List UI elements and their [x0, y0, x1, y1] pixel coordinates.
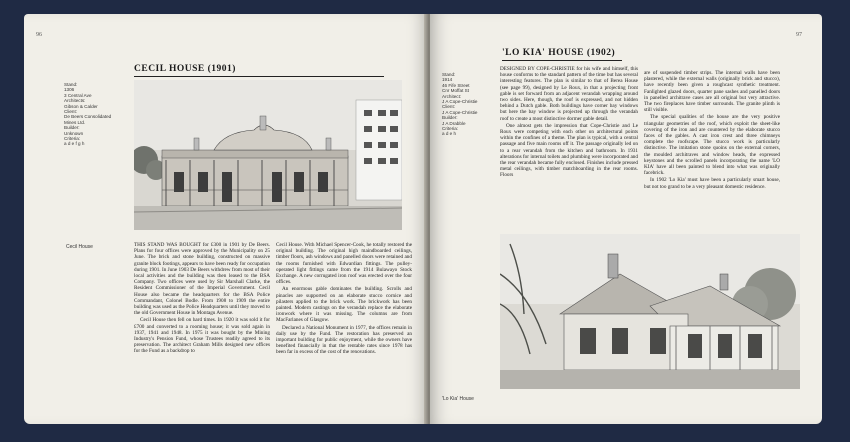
cecil-house-photo [134, 80, 402, 230]
text-column-right-1 [500, 66, 638, 236]
photo-caption-cecil-house: Cecil House [66, 244, 93, 250]
paragraph: Cecil House. With Michael Spencer-Cook, he totally restored the original building. The original high maindboarded ceilings, timber floors, ash windows and panelled doors were retained and the rooms furnished with Edwardian fittings. The pulley-operated light fittings came from the 1914 Bulawayo Stock Exchange. A new corrugated iron roof was erected over the four offices. [276, 242, 412, 286]
right-page [430, 14, 822, 424]
paragraph: Cecil House then fell on hard times. In 1920 it was sold it for £700 and converted to a rooming house; it was sold again in 1937, 1941 and 1948. In 1975 it was bought by the Mining Industry's Pension Fund, whose Trustees readily agreed to its preservation. The architect Graham Mills designed new offices for the Fund as a backdrop to [134, 317, 270, 355]
photo-caption-lo-kia-house: 'Lo Kia' House [442, 396, 474, 402]
paragraph: An enormous gable dominates the building. Scrolls and pinacles are supported on an elaborate stucco cornice and pilasters applied to the brick work. The brickwork has been painted. Modern castings on the verandah replace the elaborate ironwork where it was missing. The columns are from MacFarlanes of Glasgow. [276, 286, 412, 324]
paragraph: The special qualities of the house are the very positive triangular geometries of the roof, which exploit the sheet-like covering of the iron and are countered by the elaborate stucco faces of the gables. A cast iron crest and three chimneys complete the roofscape. The stucco work is particularly distinctive. The imitation stone quoins on the external corners, the moulded architraves and window heads, the expressed keystones and the scrolled panels incorporating the name 'LO KIA' have all been painted to blend into what was originally facebrick. [644, 114, 780, 177]
paragraph: In 1902 'Lo Kia' must have been a particularly smart house, but not too grand to be a very pleasant domestic residence. [644, 177, 780, 190]
open-book [24, 14, 844, 434]
text-column-left-2 [276, 242, 412, 412]
text-column-left-1 [134, 242, 270, 412]
building-facts-sidebar: Stand: 1914 46 Fife Street Cnr Moffat St Architect: J A Cope-Christie Client: J A Cope-Christie Builder: J A Drabble Criteria: a d e h [442, 72, 478, 137]
building-facts-sidebar: Stand: 1306 3 Central Ave Architects: Gibson & Calder Client: De Beers Consolidated Mines Ltd. Builder: Unknown Criteria: a d e f g h [64, 82, 112, 147]
paragraph: One almost gets the impression that Cope-Christie and Le Roux were competing with each other on architectural points within the confines of a theme. The plan is typical, with a central passage and five main rooms off it. The passage originally led on to a rear verandah from the kitchen and bathroom. In 1931 alterations for internal toilets and plumbing were incorporated and the rear verandah became fully enclosed. Finishes include pressed metal ceilings, with timber matchboarding in the rear rooms. Floors [500, 122, 638, 179]
left-page [24, 14, 428, 424]
page-number-left: 96 [36, 32, 42, 38]
page-number-right: 97 [796, 32, 802, 38]
text-column-right-2 [644, 70, 780, 250]
paragraph: DESIGNED BY COPE-CHRISTIE for his wife and himself, this house conforms to the standard pattern of the time but has several interesting features. The plan is similar to that of Berea House (see page 99), designed by Le Roux, in that a projecting front gable is set forward from an adjacent verandah wrapping around two sides. Here, though, the roof is expressed, and not hidden behind a Dutch gable. Both buildings have corner bay windows but here the bay window is projected up through the verandah roof to create a most distinctive dormer gable detail. [500, 66, 638, 122]
page-title-lo-kia-house: 'LO KIA' HOUSE (1902) [502, 48, 622, 61]
paragraph: Declared a National Monument in 1977, the offices remain in daily use by the Fund. The restoration has preserved an important building for public enjoyment, while the owners have benefited financially in that the rentable rates since 1978 has been far in excess of the cost of the renovations. [276, 324, 412, 356]
page-title-cecil-house: CECIL HOUSE (1901) [134, 64, 384, 77]
lo-kia-house-photo [500, 234, 800, 389]
paragraph: are of suspended timber strips. The internal walls have been plastered, while the external walls (originally brick and stucco), have recently been given a roughcast synthetic treatment. Fanlighted glazed doors, quarter pane sashes and panelled doors in panelled architrave cases are all original but very attractive. The two fireplaces have timber surrounds. The granite plinth is still visible. [644, 70, 780, 114]
paragraph: THIS STAND WAS BOUGHT for £300 in 1901 by De Beers. Plans for four offices were approved by the Municipality on 25 June. The brick and stone building, constructed on massive granite block footings, appears to have been ready for occupation during 1901. In June 1903 De Beers withdrew from most of their local activities and the building was then leased to the BSA Company. Two offices were used by Sir Marshall Clarke, the Resident Commissioner of the Imperial Government. Cecil House also became the headquarters for the BSA Police Commandant, Colonel Bodle. From 1908 to 1909 the entire building was used as the Police Headquarters until they moved to the old Government House in Montagu Avenue. [134, 242, 270, 317]
